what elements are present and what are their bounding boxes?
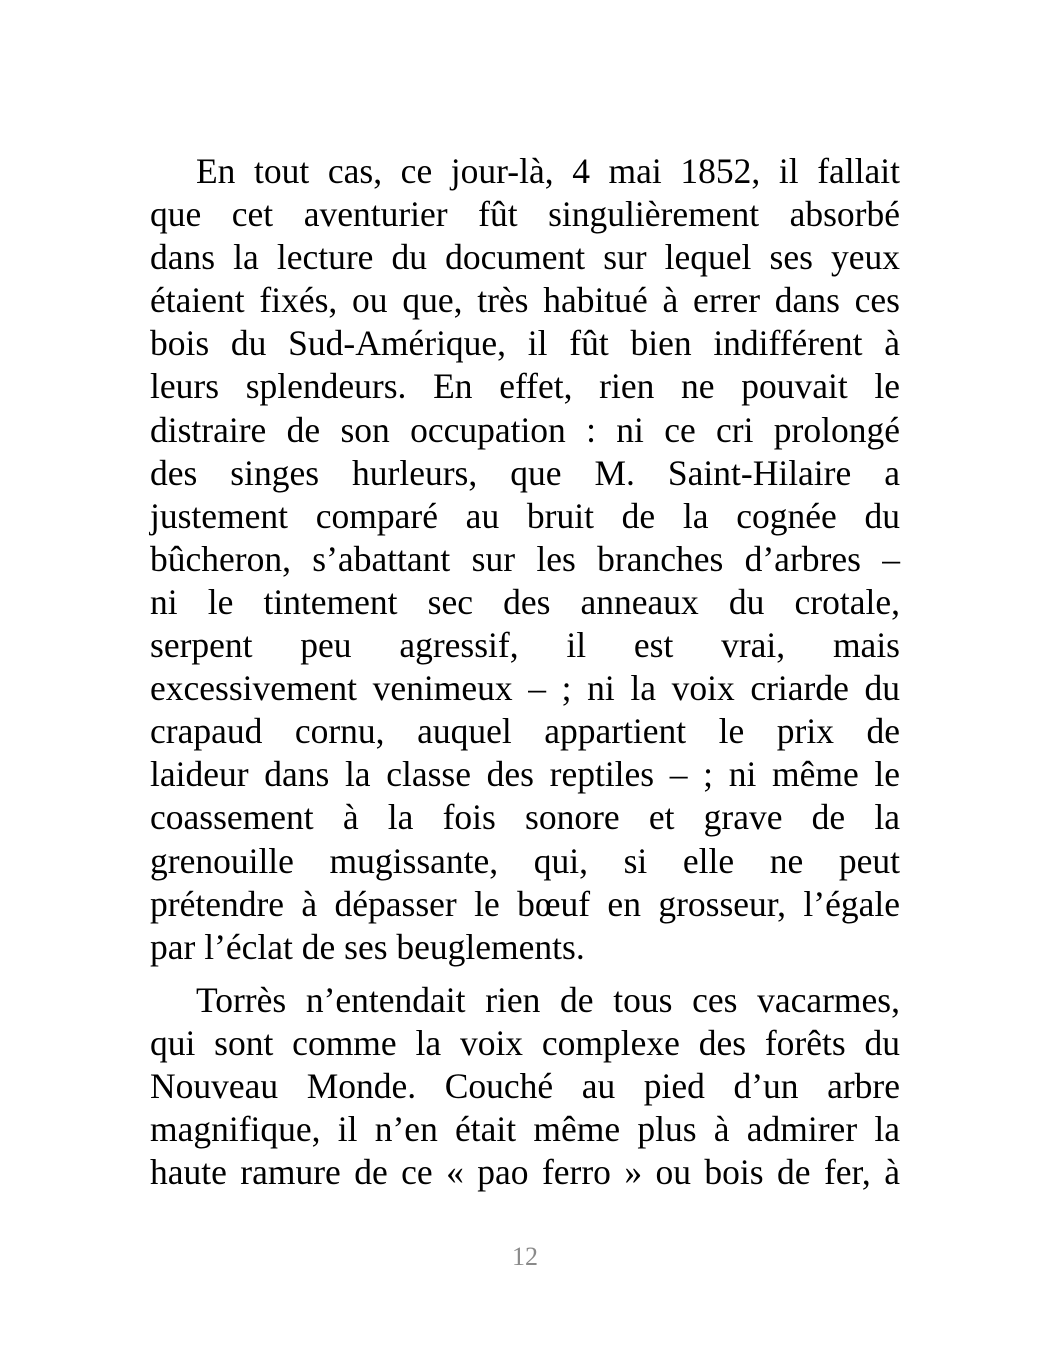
text-line: serpent peu agressif, il est vrai, mais [150,625,900,666]
text-line: En tout cas, ce jour-là, 4 mai 1852, il fallait [196,151,900,191]
text-line: dans la lecture du document sur lequel ses yeux [150,237,900,278]
paragraph-1 [150,150,900,969]
page-number: 12 [512,1242,538,1271]
paragraph-2 [150,979,900,1194]
body-text [150,150,900,1194]
text-line: prétendre à dépasser le bœuf en grosseur, l’égale [150,883,900,924]
text-line: leurs splendeurs. En effet, rien ne pouvait le [150,366,900,407]
text-line: Nouveau Monde. Couché au pied d’un arbre [150,1065,900,1106]
text-line: crapaud cornu, auquel appartient le prix de [150,711,900,752]
text-line: que cet aventurier fût singulièrement absorbé [150,194,900,235]
text-line: par l’éclat de ses beuglements. [150,926,585,967]
text-line: laideur dans la classe des reptiles – ; ni même le [150,754,900,795]
text-line: Torrès n’entendait rien de tous ces vacarmes, [196,979,900,1020]
text-line: étaient fixés, ou que, très habitué à errer dans ces [150,280,900,321]
text-line: haute ramure de ce « pao ferro » ou bois de fer, à [150,1152,900,1193]
text-line: grenouille mugissante, qui, si elle ne peut [150,840,900,881]
text-line: bois du Sud-Amérique, il fût bien indifférent à [150,323,900,364]
text-line: distraire de son occupation : ni ce cri prolongé [150,409,900,450]
text-line: des singes hurleurs, que M. Saint-Hilaire a [150,452,900,493]
text-line: magnifique, il n’en était même plus à admirer la [150,1109,900,1150]
text-line: coassement à la fois sonore et grave de la [150,797,900,838]
text-line: qui sont comme la voix complexe des forêts du [150,1022,900,1063]
text-line: ni le tintement sec des anneaux du crotale, [150,581,900,622]
text-line: bûcheron, s’abattant sur les branches d’arbres – [150,538,900,579]
text-line: excessivement venimeux – ; ni la voix criarde du [150,668,900,709]
text-line: justement comparé au bruit de la cognée du [150,495,900,536]
